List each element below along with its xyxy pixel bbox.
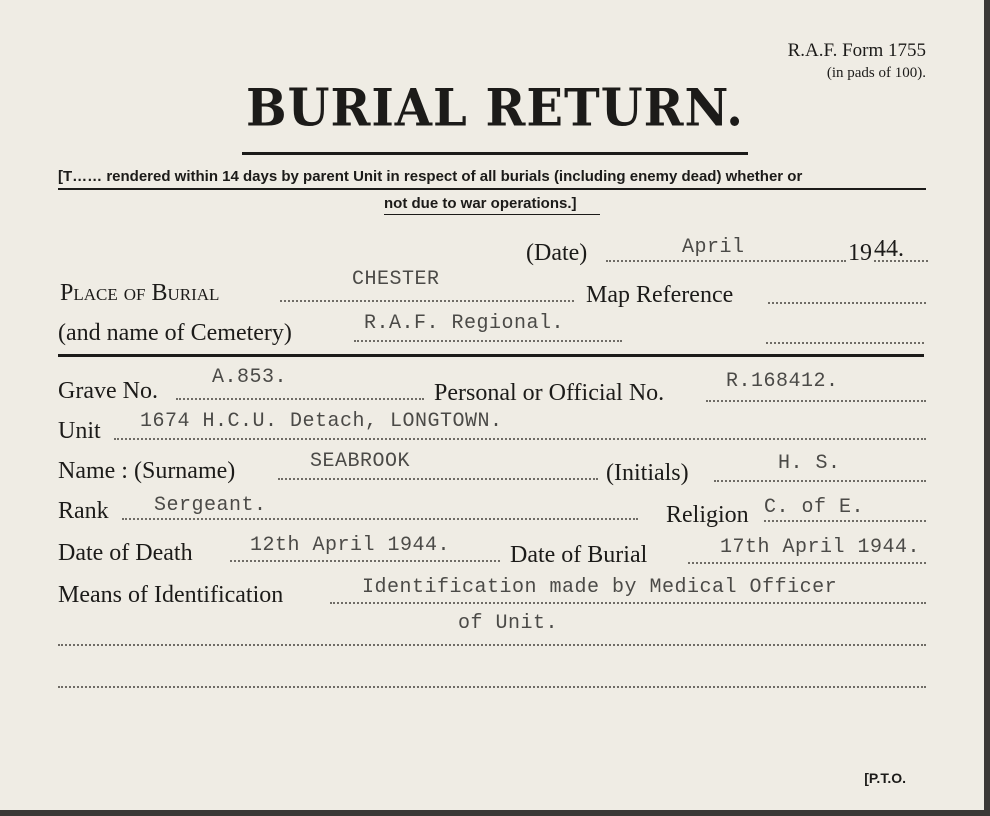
date-of-death-label: Date of Death xyxy=(58,540,193,566)
map-reference-dots-2 xyxy=(766,342,924,344)
place-of-burial-value: CHESTER xyxy=(352,268,440,291)
year-prefix: 19 xyxy=(848,240,872,266)
section-divider xyxy=(58,354,924,357)
date-of-burial-dots xyxy=(688,562,926,564)
map-reference-dots xyxy=(768,302,926,304)
cemetery-value: R.A.F. Regional. xyxy=(364,312,565,335)
instruction-underline-2 xyxy=(384,214,600,215)
date-dots xyxy=(606,260,846,262)
date-of-burial-value: 17th April 1944. xyxy=(720,536,921,559)
date-label: (Date) xyxy=(526,240,588,266)
initials-dots xyxy=(714,480,926,482)
rank-dots xyxy=(122,518,638,520)
personal-no-value: R.168412. xyxy=(726,370,839,393)
surname-value: SEABROOK xyxy=(310,450,411,473)
date-of-death-dots xyxy=(230,560,500,562)
personal-no-label: Personal or Official No. xyxy=(434,380,665,406)
pto-note: [P.T.O. xyxy=(864,770,906,786)
rank-value: Sergeant. xyxy=(154,494,267,517)
form-title: BURIAL RETURN. xyxy=(246,77,744,139)
unit-value: 1674 H.C.U. Detach, LONGTOWN. xyxy=(140,410,503,433)
initials-value: H. S. xyxy=(778,452,841,475)
identification-value-2: of Unit. xyxy=(458,612,559,635)
cemetery-label: (and name of Cemetery) xyxy=(58,320,292,346)
grave-no-dots xyxy=(176,398,424,400)
initials-label: (Initials) xyxy=(606,460,689,486)
religion-dots xyxy=(764,520,926,522)
unit-label: Unit xyxy=(58,418,101,444)
place-of-burial-label: Place of Burial xyxy=(60,280,220,306)
unit-dots xyxy=(114,438,926,440)
surname-dots xyxy=(278,478,598,480)
identification-dots-2 xyxy=(58,644,926,646)
instruction-line-2: not due to war operations.] xyxy=(384,195,577,212)
cemetery-dots xyxy=(354,340,622,342)
religion-value: C. of E. xyxy=(764,496,865,519)
rank-label: Rank xyxy=(58,498,109,524)
date-of-burial-label: Date of Burial xyxy=(510,542,648,568)
identification-value-1: Identification made by Medical Officer xyxy=(362,576,838,599)
surname-label: Name : (Surname) xyxy=(58,458,236,484)
pads-note: (in pads of 100). xyxy=(826,65,926,81)
personal-no-dots xyxy=(706,400,926,402)
grave-no-value: A.853. xyxy=(212,366,288,389)
identification-dots-3 xyxy=(58,686,926,688)
place-of-burial-dots xyxy=(280,300,574,302)
religion-label: Religion xyxy=(666,502,749,528)
grave-no-label: Grave No. xyxy=(58,378,158,404)
year-suffix-value: 44. xyxy=(874,236,904,262)
date-of-death-value: 12th April 1944. xyxy=(250,534,451,557)
instruction-underline-1 xyxy=(58,188,926,190)
means-of-identification-label: Means of Identification xyxy=(58,582,284,608)
identification-dots-1 xyxy=(330,602,926,604)
date-month-value: April xyxy=(682,236,745,259)
map-reference-label: Map Reference xyxy=(586,282,734,308)
instruction-line-1: [T…… rendered within 14 days by parent Unit in respect of all burials (including enemy dead) whether or xyxy=(58,168,803,185)
title-underline xyxy=(242,152,748,155)
form-number: R.A.F. Form 1755 xyxy=(787,40,926,61)
